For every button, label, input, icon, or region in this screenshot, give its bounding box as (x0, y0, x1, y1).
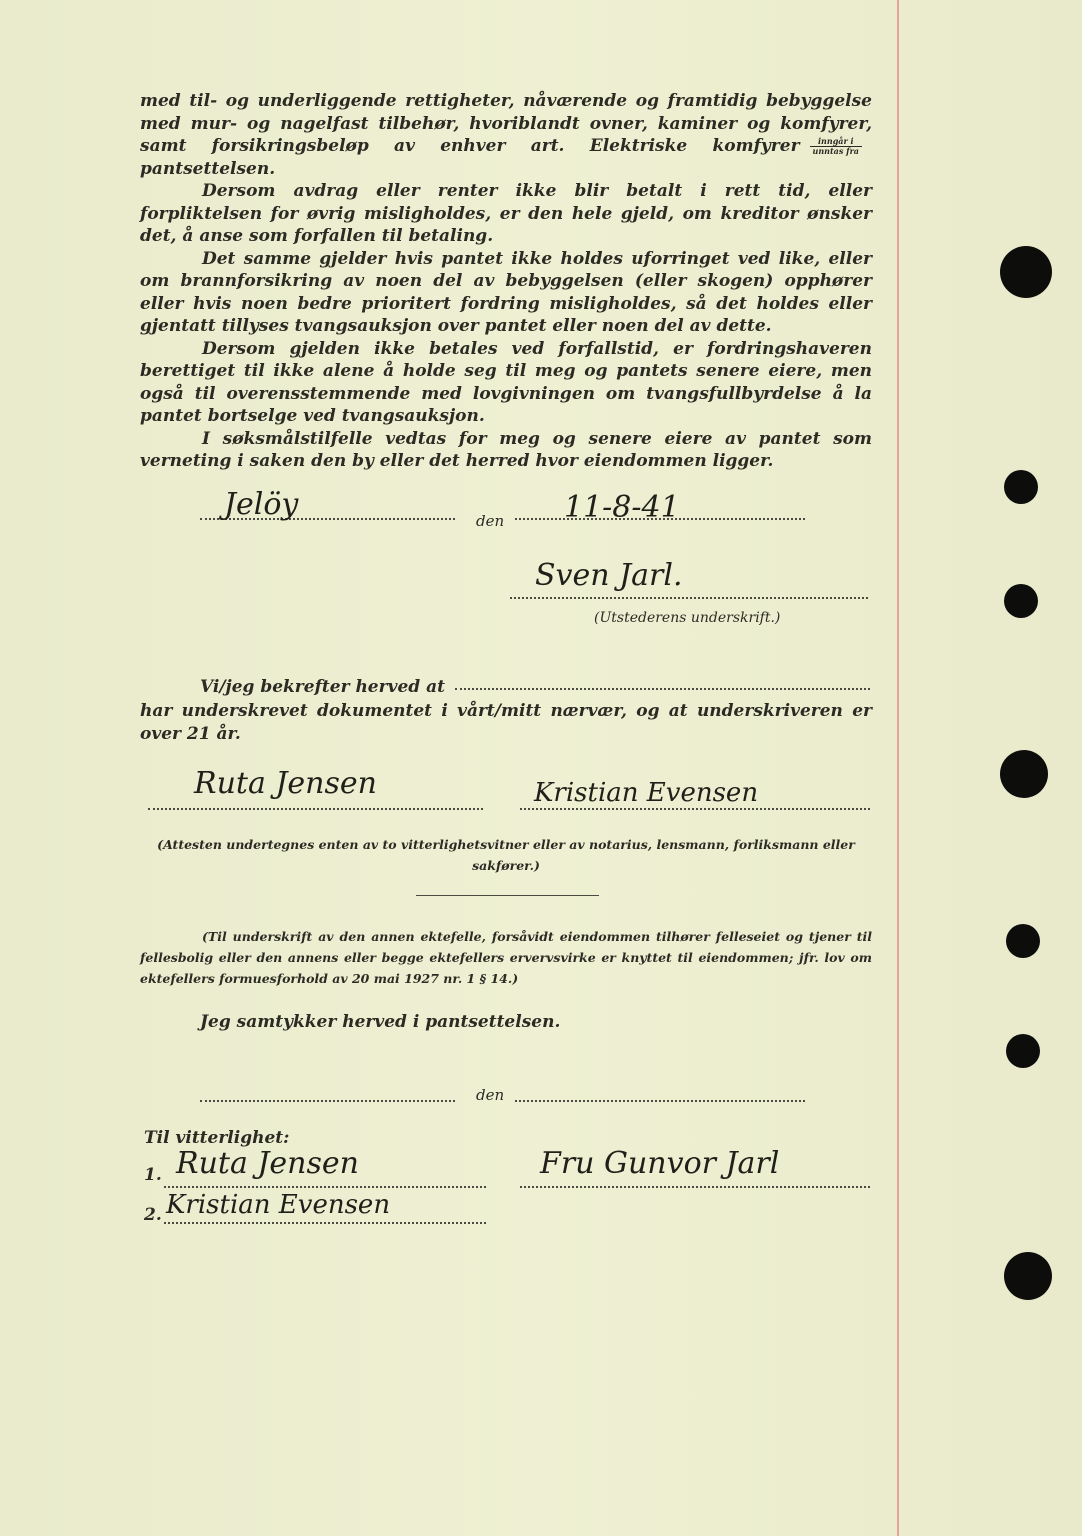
witness-number-2: 2. (144, 1205, 162, 1225)
section-divider (416, 895, 599, 896)
spouse-signature: Fru Gunvor Jarl (540, 1146, 780, 1181)
spouse-witness2-line (164, 1222, 486, 1224)
witness-number-1: 1. (144, 1165, 162, 1185)
spouse-den-label: den (476, 1086, 505, 1104)
paragraph-collateral-condition: Det samme gjelder hvis pantet ikke holdes uforringet ved like, eller om brannforsikring av noen del av bebyggelsen (eller skogen) opphører eller hvis noen bedre prioritert fordring misligholdes, så det holdes eller gjentatt tillyses tvangsauksjon over pantet eller noen del av dette. (140, 248, 872, 336)
attest-statement: har underskrevet dokumentet i vårt/mitt nærvær, og at underskriveren er over 21 år. (140, 701, 872, 744)
spouse-witness1-line (164, 1186, 486, 1188)
punch-hole (1000, 750, 1048, 798)
margin-rule (897, 0, 899, 1536)
punch-hole (1006, 924, 1040, 958)
attest-witness1-signature: Ruta Jensen (194, 766, 377, 801)
issuer-signature: Sven Jarl. (535, 558, 683, 593)
punch-hole (1004, 470, 1038, 504)
punch-hole (1006, 1034, 1040, 1068)
spouse-date-line (515, 1100, 805, 1102)
place-handwritten: Jelöy (224, 487, 299, 522)
paragraph-collateral: med til- og underliggende rettigheter, nåværende og framtidig bebyggelse med mur- og nagelfast tilbehør, hvoriblandt ovner, kaminer og komfyrer, samt forsikringsbeløp av enhver art. Elektriske komfyrer $\frac{\text{inngår i}}{\text{unntas fra}}$ pantsettelsen. (140, 91, 872, 179)
mortgage-terms (140, 90, 872, 473)
spouse-witness1-signature: Ruta Jensen (176, 1146, 359, 1181)
spouse-signature-line (520, 1186, 870, 1188)
spouse-consent: Jeg samtykker herved i pantsettelsen. (200, 1012, 561, 1032)
paragraph-venue: I søksmålstilfelle vedtas for meg og senere eiere av pantet som verneting i saken den by eller det herred hvor eiendommen ligger. (140, 428, 872, 471)
paragraph-enforcement: Dersom gjelden ikke betales ved forfallstid, er fordringshaveren berettiget til ikke alene å holde seg til meg og pantets senere eiere, men også til overensstemmende med lovgivningen om tvangsfullbyrdelse å la pantet bortselge ved tvangsauksjon. (140, 338, 872, 426)
punch-hole (1004, 1252, 1052, 1300)
attest-name-line (455, 688, 870, 690)
issuer-signature-line (510, 597, 868, 599)
attest-note: (Attesten undertegnes enten av to vitterlighetsvitner eller av notarius, lensmann, forliksmann eller sakfører.) (157, 837, 855, 873)
witness1-line (148, 808, 483, 810)
fraction-choice: $\frac{\text{inngår i}}{\text{unntas fra}}$ (810, 137, 862, 156)
paragraph-default: Dersom avdrag eller renter ikke blir betalt i rett tid, eller forpliktelsen for øvrig misligholdes, er den hele gjeld, om kreditor ønsker det, å anse som forfallen til betaling. (140, 181, 872, 246)
witness-label: Til vitterlighet: (144, 1128, 290, 1148)
spouse-note: (Til underskrift av den annen ektefelle, forsåvidt eiendommen tilhører felleseiet og tjener til fellesbolig eller den annens eller begge ektefellers ervervsvirke er knyttet til eiendommen; jfr. lov om ektefellers formuesforhold av 20 mai 1927 nr. 1 § 14.) (140, 929, 872, 986)
attest-witness2-signature: Kristian Evensen (534, 778, 759, 808)
attest-intro: Vi/jeg bekrefter herved at (200, 677, 445, 697)
issuer-caption: (Utstederens underskrift.) (594, 610, 781, 626)
punch-hole (1000, 246, 1052, 298)
spouse-witness2-signature: Kristian Evensen (166, 1190, 391, 1220)
witness2-line (520, 808, 870, 810)
spouse-place-line (200, 1100, 455, 1102)
date-handwritten: 11-8-41 (564, 490, 680, 525)
punch-hole (1004, 584, 1038, 618)
den-label: den (476, 512, 505, 530)
